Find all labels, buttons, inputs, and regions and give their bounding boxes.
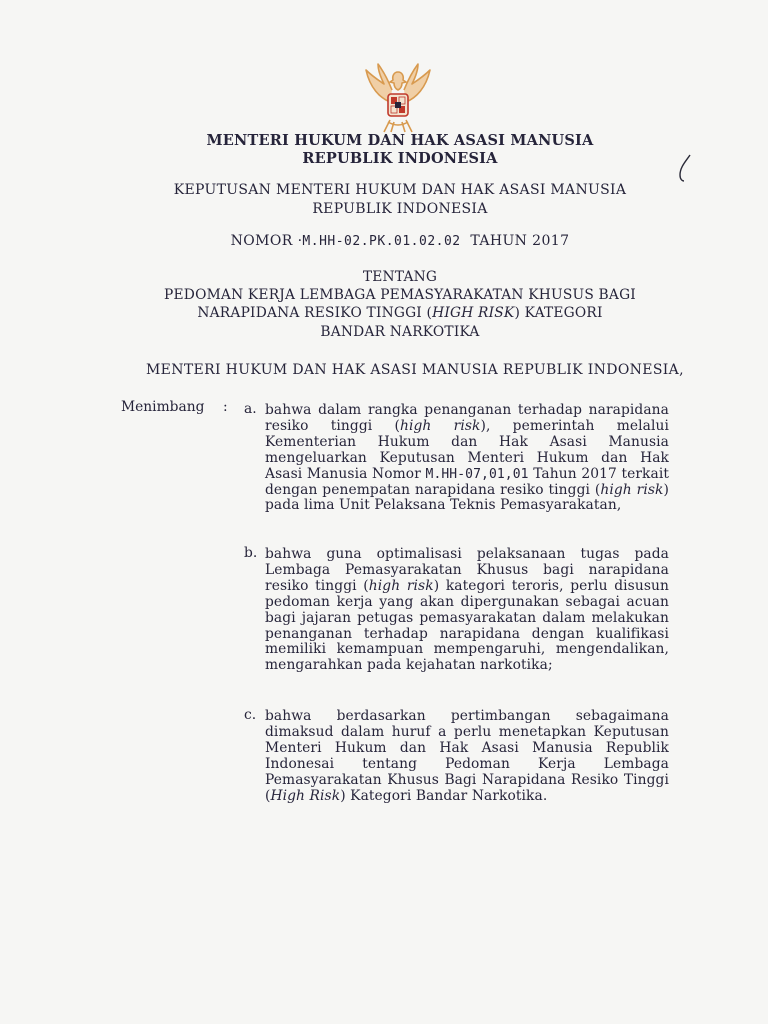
subject-line-1: PEDOMAN KERJA LEMBAGA PEMASYARAKATAN KHUSUS BAGI	[164, 287, 636, 304]
about-label: TENTANG	[362, 269, 438, 285]
clause-c-italic-1: High Risk	[270, 787, 341, 804]
considering-label: Menimbang	[121, 399, 205, 415]
clause-a-text-3: Tahun 2017 terkait dengan penempatan narapidana resiko tinggi (	[265, 465, 669, 498]
clause-c-text-2: ) Kategori Bandar Narkotika.	[340, 787, 548, 804]
clause-c	[265, 709, 669, 804]
decree-title	[0, 181, 768, 219]
clause-b-marker: b.	[244, 545, 258, 561]
clause-a-italic-2: high risk	[600, 481, 664, 498]
clause-b	[265, 547, 669, 674]
subject-line-2	[0, 304, 768, 322]
decree-title-line-1: KEPUTUSAN MENTERI HUKUM DAN HAK ASASI MANUSIA	[173, 182, 627, 198]
subject-line-3: BANDAR NARKOTIKA	[320, 323, 480, 340]
clause-b-text-2: ) kategori teroris, perlu disusun pedoman kerja yang akan dipergunakan sebagai acuan bagi jajaran petugas pemasyarakatan dalam melakukan penanganan terhadap narapidana dengan kualifikasi memiliki kemampuan mempengaruhi, mengendalikan, mengarahkan pada kejahatan narkotika;	[265, 577, 669, 674]
clause-a-text-2: ), pemerintah melalui Kementerian Hukum dan Hak Asasi Manusia mengeluarkan Keputusan Menteri Hukum dan Hak Asasi Manusia Nomor	[265, 417, 669, 482]
clause-a-text-1: bahwa dalam rangka penanganan terhadap narapidana resiko tinggi (	[265, 402, 669, 434]
ministry-line-1: MENTERI HUKUM DAN HAK ASASI MANUSIA	[206, 132, 594, 149]
clause-b-italic-1: high risk	[368, 577, 434, 594]
clause-a-text-4: ) pada lima Unit Pelaksana Teknis Pemasyarakatan,	[265, 481, 669, 514]
decree-title-line-2: REPUBLIK INDONESIA	[312, 201, 488, 217]
clause-a-code: M.HH-07,01,01	[425, 466, 529, 482]
ministry-header	[0, 132, 768, 168]
clause-c-marker: c.	[244, 707, 257, 723]
clause-b-text-1: bahwa guna optimalisasi pelaksanaan tugas pada Lembaga Pemasyarakatan Khusus bagi narapidana resiko tinggi (	[265, 546, 669, 594]
ministry-line-2: REPUBLIK INDONESIA	[302, 150, 498, 167]
considering-colon: :	[223, 399, 228, 415]
number-label: NOMOR	[230, 233, 293, 249]
subject-line-2-pre: NARAPIDANA RESIKO TINGGI (	[197, 305, 433, 322]
decree-number: NOMOR ·M.HH-02.PK.01.02.02 TAHUN 2017	[230, 233, 570, 249]
number-value: M.HH-02.PK.01.02.02	[302, 234, 461, 249]
subject-line-2-post: ) KATEGORI	[514, 305, 603, 322]
clause-a	[265, 403, 669, 514]
subject-line-2-italic: HIGH RISK	[432, 305, 515, 322]
official-title-line: MENTERI HUKUM DAN HAK ASASI MANUSIA REPUBLIK INDONESIA,	[146, 362, 684, 378]
year-label: TAHUN 2017	[470, 233, 570, 249]
clause-a-marker: a.	[244, 401, 257, 417]
garuda-emblem-icon	[360, 62, 436, 134]
clause-a-italic-1: high risk	[399, 417, 481, 434]
decree-subject	[0, 268, 768, 341]
clause-c-text-1: bahwa berdasarkan pertimbangan sebagaimana dimaksud dalam huruf a perlu menetapkan Keputusan Menteri Hukum dan Hak Asasi Manusia Republik Indonesai tentang Pedoman Kerja Lembaga Pemasyarakatan Khusus Bagi Narapidana Resiko Tinggi (	[265, 708, 669, 804]
